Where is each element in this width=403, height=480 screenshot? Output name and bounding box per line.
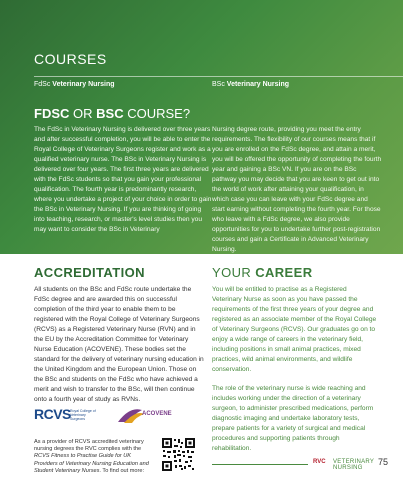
rvc-brand: RVC bbox=[313, 459, 326, 465]
rcvs-logo-subtitle: Royal College of Veterinary Surgeons bbox=[70, 409, 96, 421]
accreditation-logos bbox=[34, 400, 184, 430]
hero-column-left: The FdSc in Veterinary Nursing is delivered over three years and after successful completion, you will be able to enter the Royal College of Veterinary Surgeons register and work as a qualified veterinary nurse. The BSc in Veterinary Nursing is delivered over four years. The first three years are delivered with the FdSc students so that you gain your professional qualification. The fourth year is predominantly research, where you undertake a project of your choice in order to gain the BSc in Veterinary Nursing. If you are thinking of going into teaching, research, or master's level studies then you may want to consider the BSc in Veterinary bbox=[34, 126, 212, 233]
rcvs-compliance-note: As a provider of RCVS accredited veterinary nursing degrees the RVC complies with the RCVS Fitness to Practise Guide for UK Providers of Veterinary Nursing Education and Student Veterinary Nurses. To find out more: bbox=[34, 439, 149, 474]
qr-code-icon[interactable] bbox=[161, 437, 196, 472]
accreditation-body: All students on the BSc and FdSc route undertake the FdSc degree and are awarded this on successful completion of the third year to enable them to be registered with the Royal College of Veterinary Surgeons (RCVS) as a Registered Veterinary Nurse (RVN) and in the EU by the Accreditation Committee for Veterinary Nurse Education (ACOVENE). These bodies set the standard for the delivery of veterinary nursing education in the United Kingdom and the European Union. Those on the BSc and students on the FdSc who have achieved a merit and wish to transfer to the BSc, will then continue onto a fourth year of study as RVNs. bbox=[34, 286, 204, 403]
career-body: You will be entitled to practise as a Registered Veterinary Nurse as soon as you have passed the requirements of the first three years of your degree and registered as an associate member of the Royal College of Veterinary Surgeons (RCVS). Our graduates go on to enjoy a wide range of careers in the veterinary field, including positions in small animal practices, mixed practices, wild animal environments, and wildlife conservation. The role of the veterinary nurse is wide reaching and includes working under the direction of a veterinary surgeon, to administer prescribed medications, perform diagnostic imaging and undertake laboratory tests, prepare patients for a variety of surgical and medical procedures and supporting patients through rehabilitation. bbox=[212, 286, 377, 452]
career-heading: YOUR CAREER bbox=[212, 265, 313, 280]
course-fdsc: FdSc Veterinary Nursing bbox=[34, 81, 115, 88]
divider bbox=[34, 76, 403, 77]
rcvs-logo: RCVS bbox=[34, 406, 71, 422]
acovene-logo-text: ACOVENE bbox=[142, 411, 172, 417]
accreditation-heading: ACCREDITATION bbox=[34, 265, 145, 280]
hero-column-right: Nursing degree route, providing you meet the entry requirements. The flexibility of our courses means that if you are enrolled on the FdSc degree, and attain a merit, you will be offered the opportunity of completing the fourth year and gaining a BSc VN. If you are on the BSc pathway you may decide that you are keen to get out into the world of work after attaining your qualification, in which case you can leave with your FdSc degree and start earning without completing the fourth year. For those who leave with a FdSc degree, we also provide opportunities for you to undertake further post-registration courses and gain a Certificate in Advanced Veterinary Nursing. bbox=[212, 126, 382, 253]
page-number: 75 bbox=[378, 457, 389, 467]
footer-section-label: VETERINARY NURSING bbox=[333, 459, 375, 471]
course-bsc: BSc Veterinary Nursing bbox=[212, 81, 290, 88]
fdsc-or-bsc-heading: FDSC OR BSC COURSE? bbox=[34, 106, 191, 121]
courses-heading: COURSES bbox=[34, 51, 107, 67]
